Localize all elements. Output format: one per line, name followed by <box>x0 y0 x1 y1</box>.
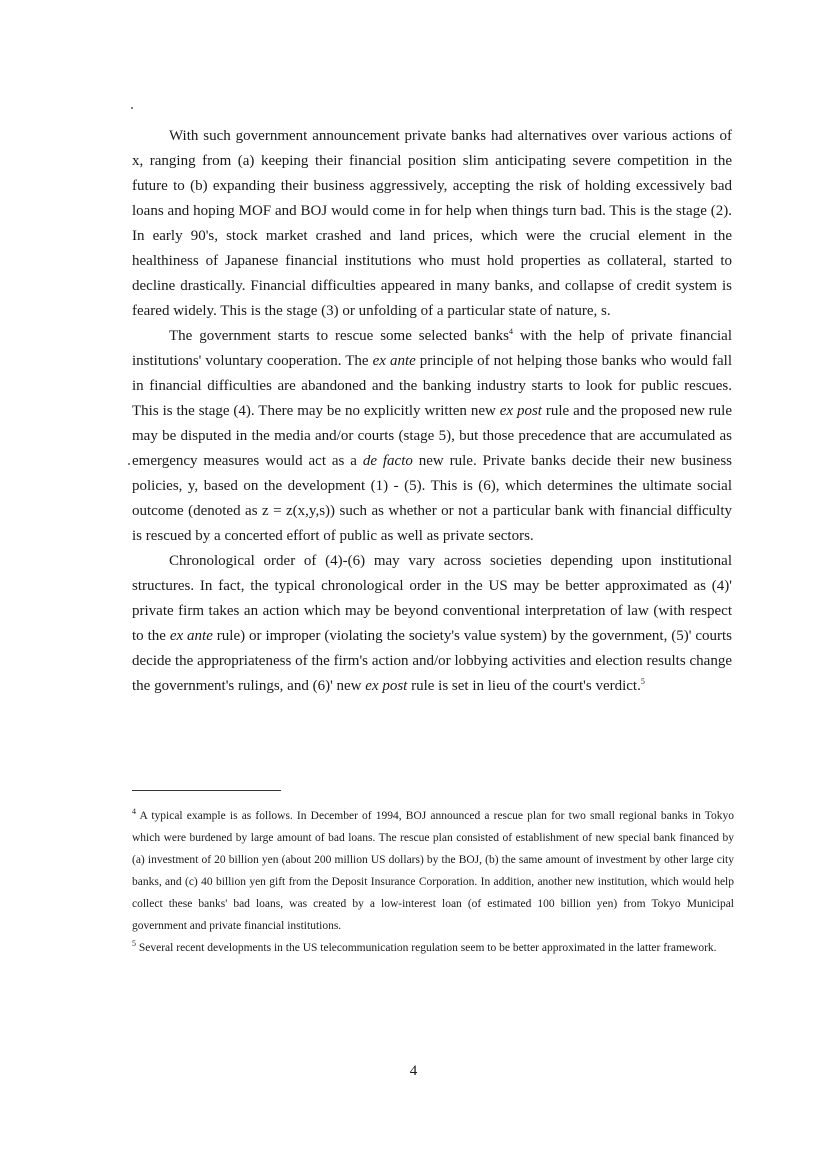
italic-term: ex ante <box>372 353 416 369</box>
paragraph <box>132 324 732 549</box>
footnotes <box>132 805 734 959</box>
footnote-text: A typical example is as follows. In December of 1994, BOJ announced a rescue plan for two small regional banks in Tokyo which were burdened by large amount of bad loans. The rescue plan consisted of establishment of new special bank financed by (a) investment of 20 billion yen (about 200 million US dollars) by the BOJ, (b) the same amount of investment by other large city banks, and (c) 40 billion yen gift from the Deposit Insurance Corporation. In addition, another new institution, which would help collect these banks' bad loans, was created by a low-interest loan (of estimated 100 billion yen) from Tokyo Municipal government and private financial institutions. <box>132 810 734 932</box>
scan-speck <box>128 463 130 465</box>
italic-term: de facto <box>362 453 413 469</box>
text-run: principle of not helping those banks who would fall in financial difficulties are abandoned and the banking industry starts to look for public rescues. This is the stage (4). There may be no explicitly written new <box>132 353 732 419</box>
paragraph <box>132 549 732 699</box>
text-run: with the help of private financial institutions' voluntary cooperation. The <box>132 328 732 369</box>
footnote-mark: 5 <box>132 939 136 949</box>
text-run: rule) or improper (violating the society's value system) by the government, (5)' courts decide the appropriateness of the firm's action and/or lobbying activities and election results change the government's rulings, and (6)' new <box>132 628 732 694</box>
paragraph <box>132 124 732 324</box>
page-number: 4 <box>409 1063 418 1079</box>
text-run: The government starts to rescue some selected banks <box>169 328 510 344</box>
footnote-divider <box>132 790 281 791</box>
footnote-ref: 5 <box>640 677 645 686</box>
italic-term: ex post <box>499 403 542 419</box>
footnote-mark: 4 <box>132 807 136 817</box>
italic-term: ex ante <box>169 628 213 644</box>
footnote <box>132 937 734 959</box>
text-run: Chronological order of (4)-(6) may vary across societies depending upon institutional structures. In fact, the typical chronological order in the US may be better approximated as (4)' private firm takes an action which may be beyond conventional interpretation of law (with respect to the <box>132 553 732 644</box>
text-run: rule is set in lieu of the court's verdict. <box>407 678 641 694</box>
text-run: With such government announcement private banks had alternatives over various actions of x, ranging from (a) keeping their financial position slim anticipating severe competition in the future to (b) expanding their business aggressively, accepting the risk of holding excessively bad loans and hoping MOF and BOJ would come in for help when things turn bad. This is the stage (2). In early 90's, stock market crashed and land prices, which were the crucial element in the healthiness of Japanese financial institutions who must hold properties as collateral, started to decline drastically. Financial difficulties appeared in many banks, and collapse of credit system is feared widely. This is the stage (3) or unfolding of a particular state of nature, s. <box>132 128 732 319</box>
footnote-text: Several recent developments in the US telecommunication regulation seem to be better approximated in the latter framework. <box>136 942 717 954</box>
footnote <box>132 805 734 937</box>
text-run: rule and the proposed new rule may be disputed in the media and/or courts (stage 5), but those precedence that are accumulated as emergency measures would act as a <box>132 403 733 469</box>
italic-term: ex post <box>365 678 408 694</box>
text-run: new rule. Private banks decide their new business policies, y, based on the development (1) - (5). This is (6), which determines the ultimate social outcome (denoted as z = z(x,y,s)) such as whether or not a particular bank with financial difficulty is rescued by a concerted effort of public as well as private sectors. <box>132 453 733 544</box>
footnote-ref: 4 <box>509 327 514 336</box>
scan-speck <box>131 107 133 109</box>
body-text <box>132 124 732 699</box>
